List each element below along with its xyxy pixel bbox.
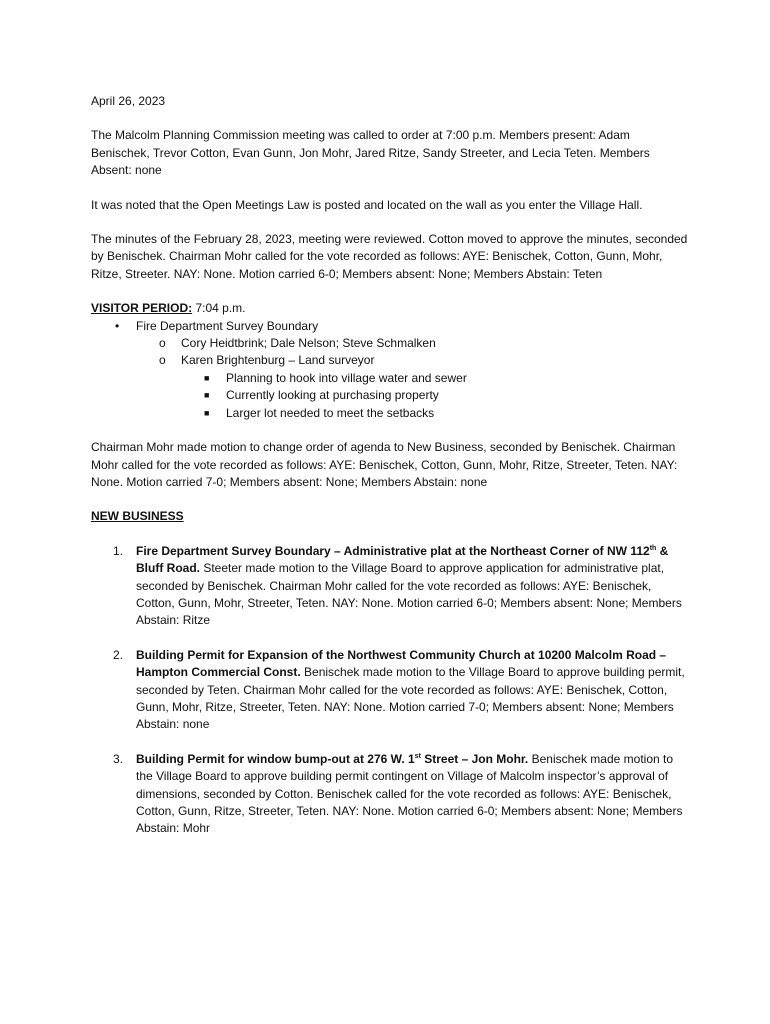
bullet-icon: • <box>115 318 120 333</box>
list-item: ■ Larger lot needed to meet the setbacks <box>91 405 691 422</box>
circle-bullet-icon: o <box>159 336 166 351</box>
order-change-paragraph: Chairman Mohr made motion to change order of agenda to New Business, seconded by Benischek. Chairman Mohr called for the vote recorded as follows: AYE: Benischek, Cotton, Gunn, Mohr, Ritze, Streeter, Teten. NAY: None. Motion carried 7-0; Members absent: None; Members Abstain: none <box>91 440 678 489</box>
item-title: Fire Department Survey Boundary – Administrative plat at the Northeast Corner of NW 112th & Bluff Road. <box>136 543 669 576</box>
new-business-heading: NEW BUSINESS <box>91 509 184 524</box>
item-body: Steeter made motion to the Village Board to approve application for administrative plat, seconded by Benischek. Chairman Mohr called for the vote recorded as follows: AYE: Benischek, Cotton, Gunn, Mohr, Streeter, Teten. NAY: None. Motion carried 6-0; Members absent: None; Members Abstain: Ritze <box>136 561 682 628</box>
call-to-order-paragraph: The Malcolm Planning Commission meeting was called to order at 7:00 p.m. Members present: Adam Benischek, Trevor Cotton, Evan Gunn, Jon Mohr, Jared Ritze, Sandy Streeter, and Lecia Teten. Members Absent: none <box>91 128 650 178</box>
minutes-document <box>91 93 691 855</box>
visitor-period-section <box>91 300 691 422</box>
meeting-date: April 26, 2023 <box>91 94 166 108</box>
list-item: • Fire Department Survey Boundary <box>91 318 691 335</box>
previous-minutes-paragraph: The minutes of the February 28, 2023, meeting were reviewed. Cotton moved to approve the minutes, seconded by Benischek. Chairman Mohr called for the vote recorded as follows: AYE: Benischek, Cotton, Gunn, Mohr, Ritze, Streeter. NAY: None. Motion carried 6-0; Members absent: None; Members Abstain: Teten <box>91 232 688 281</box>
visitor-period-line <box>91 300 691 317</box>
open-meetings-paragraph: It was noted that the Open Meetings Law is posted and located on the wall as you enter the Village Hall. <box>91 197 643 212</box>
circle-bullet-icon: o <box>159 353 166 368</box>
list-item: o Cory Heidtbrink; Dale Nelson; Steve Schmalken <box>91 335 691 352</box>
item-number: 1. <box>113 543 124 558</box>
item-body: Benischek made motion to the Village Board to approve building permit, seconded by Teten. Chairman Mohr called for the vote recorded as follows: AYE: Benischek, Cotton, Gunn, Mohr, Ritze, Streeter, Teten. NAY: None. Motion carried 7-0; Members absent: None; Members Abstain: none <box>136 665 685 732</box>
list-item: ■ Planning to hook into village water and sewer <box>91 370 691 387</box>
square-bullet-icon: ■ <box>204 372 210 383</box>
visitor-period-heading: VISITOR PERIOD: <box>91 301 193 316</box>
item-number: 3. <box>113 751 124 766</box>
new-business-item-2 <box>91 647 691 734</box>
item-number: 2. <box>113 647 124 662</box>
new-business-list <box>91 543 691 838</box>
visitor-list <box>91 318 691 422</box>
item-body: Benischek made motion to the Village Board to approve building permit contingent on Village of Malcolm inspector’s approval of dimensions, seconded by Cotton. Benischek called for the vote recorded as follows: AYE: Benischek, Cotton, Gunn, Ritze, Streeter, Teten. NAY: None. Motion carried 6-0; Members absent: None; Members Abstain: Mohr <box>136 751 683 836</box>
new-business-item-1 <box>91 543 691 630</box>
square-bullet-icon: ■ <box>204 390 210 401</box>
square-bullet-icon: ■ <box>204 407 210 418</box>
list-item: ■ Currently looking at purchasing property <box>91 387 691 404</box>
visitor-period-time: 7:04 p.m. <box>192 301 246 316</box>
item-title: Building Permit for Expansion of the Northwest Community Church at 10200 Malcolm Road – Hampton Commercial Const. <box>136 647 667 680</box>
list-item: o Karen Brightenburg – Land surveyor <box>91 352 691 369</box>
item-title: Building Permit for window bump-out at 276 W. 1st Street – Jon Mohr. <box>136 751 529 766</box>
new-business-item-3 <box>91 751 691 838</box>
